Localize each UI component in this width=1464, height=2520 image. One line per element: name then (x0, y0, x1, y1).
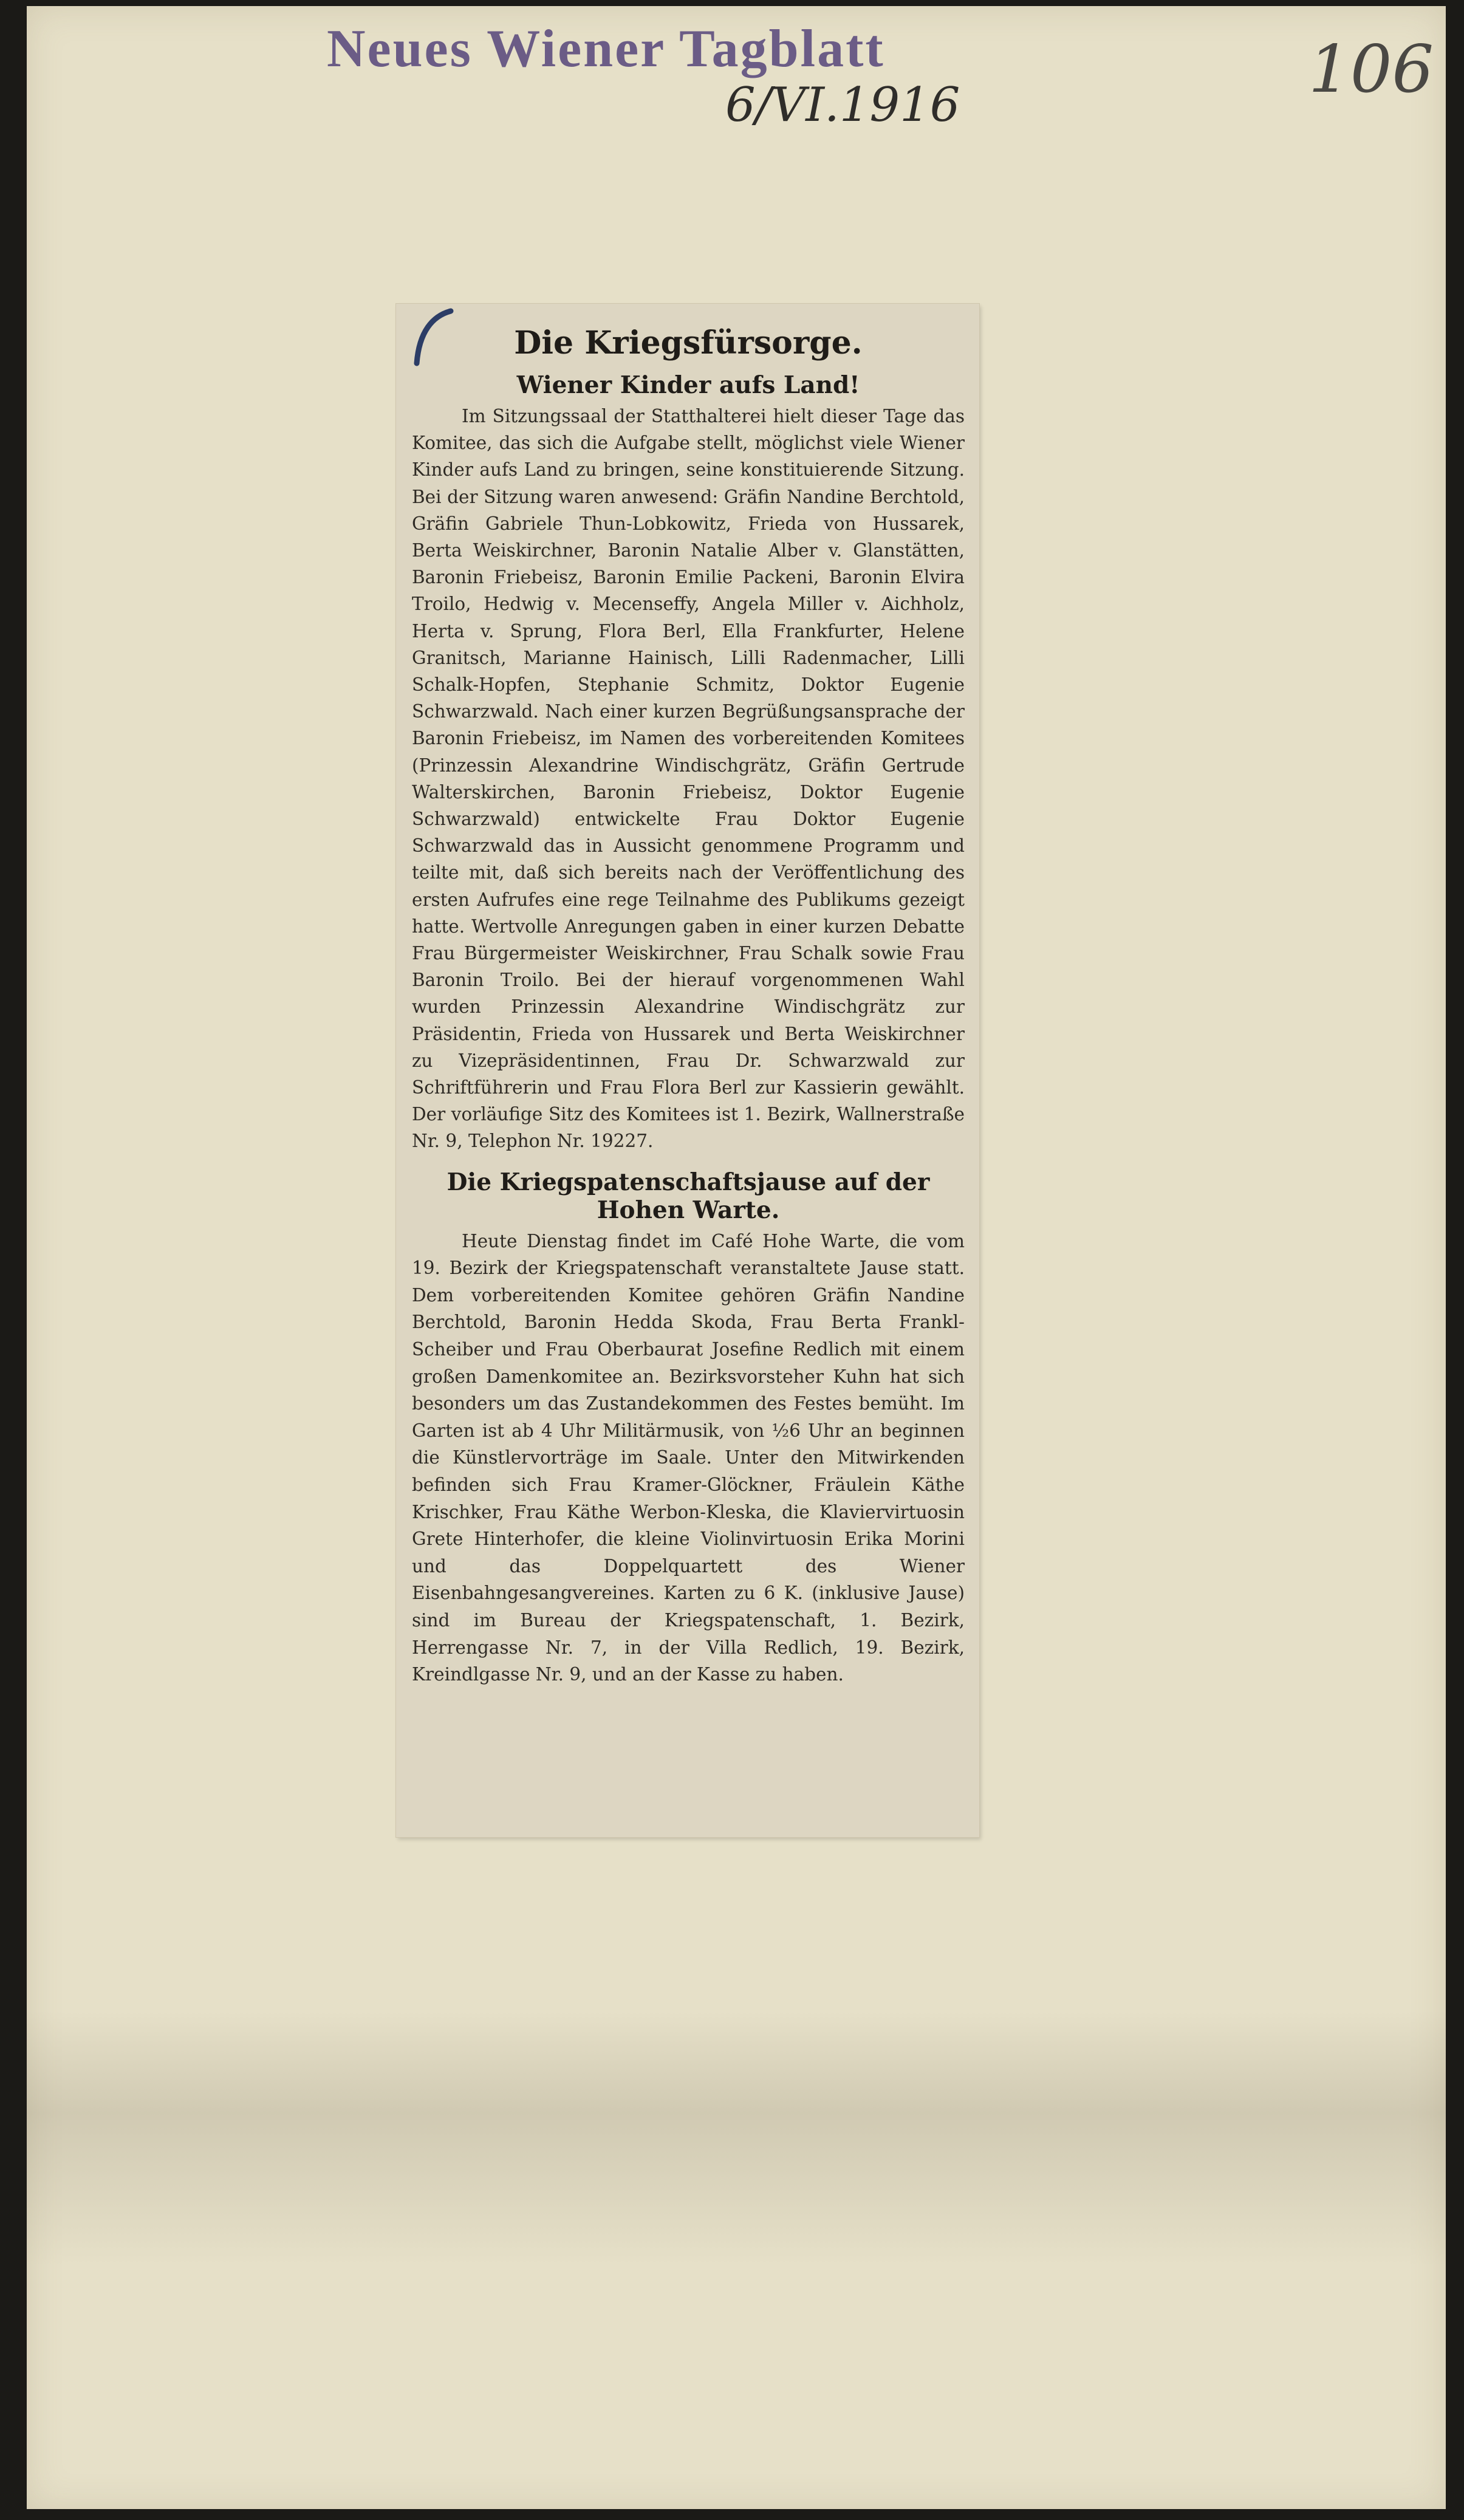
article-subtitle: Wiener Kinder aufs Land! (516, 371, 860, 399)
second-article-title: Die Kriegspatenschaftsjause auf der Hohen Warte. (446, 1168, 930, 1224)
article-title: Die Kriegsfürsorge. (514, 324, 863, 361)
pen-mark-icon (408, 307, 463, 368)
article-body: Im Sitzungssaal der Statthalterei hielt dieser Tage das Komitee, das sich die Aufgabe stellt, möglichst viele Wiener Kinder aufs Land zu bringen, seine konstituierende Sitzung. Bei der Sitzung waren anwesend: Gräfin Nandine Berchtold, Gräfin Gabriele Thun-Lobkowitz, Frieda von Hussarek, Berta Weiskirchner, Baronin Natalie Alber v. Glanstätten, Baronin Friebeisz, Baronin Emilie Packeni, Baronin Elvira Troilo, Hedwig v. Mecenseffy, Angela Miller v. Aichholz, Herta v. Sprung, Flora Berl, Ella Frankfurter, Helene Granitsch, Marianne Hainisch, Lilli Radenmacher, Lilli Schalk-Hopfen, Stephanie Schmitz, Doktor Eugenie Schwarzwald. Nach einer kurzen Begrüßungsansprache der Baronin Friebeisz, im Namen des vorbereitenden Komitees (Prinzessin Alexandrine Windischgrätz, Gräfin Gertrude Walterskirchen, Baronin Friebeisz, Doktor Eugenie Schwarzwald) entwickelte Frau Doktor Eugenie Schwarzwald das in Aussicht genommene Programm und teilte mit, daß sich bereits nach der Veröffentlichung des ersten Aufrufes eine rege Teilnahme des Publikums gezeigt hatte. Wertvolle Anregungen gaben in einer kurzen Debatte Frau Bürgermeister Weiskirchner, Frau Schalk sowie Frau Baronin Troilo. Bei der hierauf vorgenommenen Wahl wurden Prinzessin Alexandrine Windischgrätz zur Präsidentin, Frieda von Hussarek und Berta Weiskirchner zu Vizepräsidentinnen, Frau Dr. Schwarzwald zur Schriftführerin und Frau Flora Berl zur Kassierin gewählt. Der vorläufige Sitz des Komitees ist 1. Bezirk, Wallnerstraße Nr. 9, Telephon Nr. 19227. (412, 406, 965, 1152)
newspaper-clipping (396, 304, 979, 1837)
newspaper-stamp: Neues Wiener Tagblatt (327, 19, 885, 78)
handwritten-date: 6/VI.1916 (725, 78, 960, 132)
second-article-body: Heute Dienstag findet im Café Hohe Warte, die vom 19. Bezirk der Kriegspatenschaft veranstaltete Jause statt. Dem vorbereitenden Komitee gehören Gräfin Nandine Berchtold, Baronin Hedda Skoda, Frau Berta Frankl-Scheiber und Frau Oberbaurat Josefine Redlich mit einem großen Damenkomitee an. Bezirksvorsteher Kuhn hat sich besonders um das Zustandekommen des Festes bemüht. Im Garten ist ab 4 Uhr Militärmusik, von ½6 Uhr an beginnen die Künstlervorträge im Saale. Unter den Mitwirkenden befinden sich Frau Kramer-Glöckner, Fräulein Käthe Krischker, Frau Käthe Werbon-Kleska, die Klaviervirtuosin Grete Hinterhofer, die kleine Violinvirtuosin Erika Morini und das Doppelquartett des Wiener Eisenbahngesangvereines. Karten zu 6 K. (inklusive Jause) sind im Bureau der Kriegspatenschaft, 1. Bezirk, Herrengasse Nr. 7, in der Villa Redlich, 19. Bezirk, Kreindlgasse Nr. 9, und an der Kasse zu haben. (412, 1230, 965, 1685)
page-number: 106 (1308, 32, 1434, 108)
